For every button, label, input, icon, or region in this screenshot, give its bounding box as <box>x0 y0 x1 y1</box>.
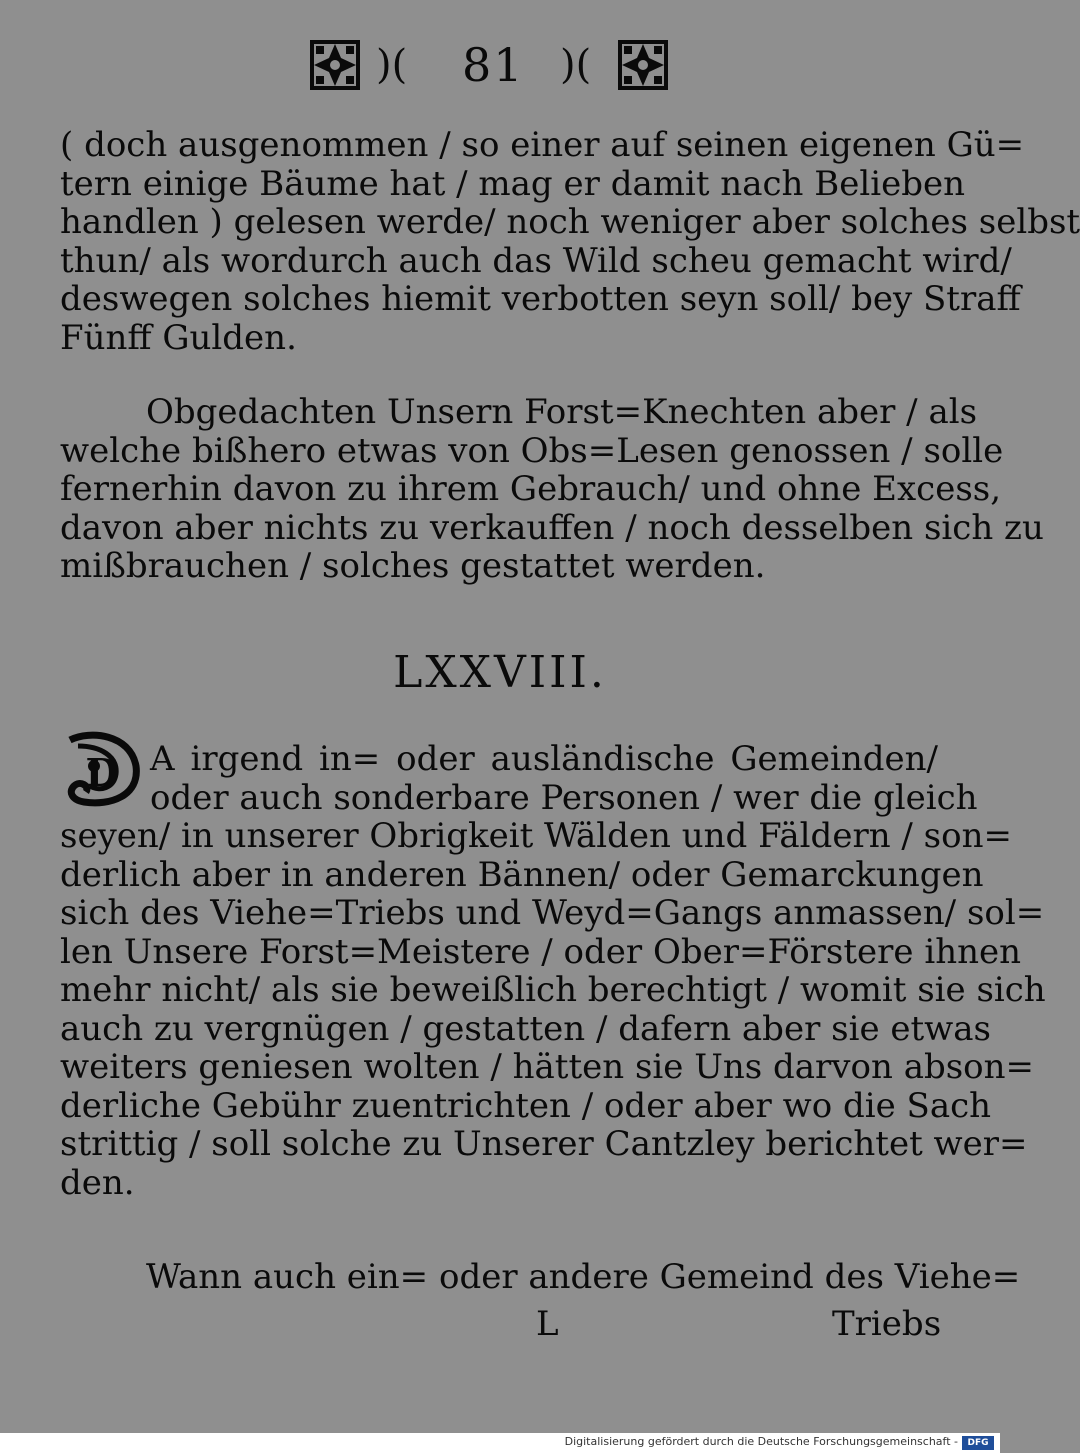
text-line: oder auch sonderbare Personen / wer die gleich <box>150 777 978 818</box>
text-line: tern einige Bäume hat / mag er damit nach Belieben <box>60 163 965 204</box>
text-line: deswegen solches hiemit verbotten seyn soll/ bey Straff <box>60 279 1021 319</box>
paragraph-2 <box>60 392 1044 586</box>
ornament-icon-right <box>616 38 670 92</box>
section-heading: LXXVIII. <box>393 647 607 698</box>
text-line: seyen/ in unserer Obrigkeit Wälden und Fäldern / son= <box>60 816 1012 856</box>
text-line: mehr nicht/ als sie beweißlich berechtigt / womit sie sich <box>60 970 1046 1010</box>
text-line: Obgedachten Unsern Forst=Knechten aber / als <box>146 392 978 432</box>
ornament-icon-left <box>308 38 362 92</box>
text-line: sich des Viehe=Triebs und Weyd=Gangs anmassen/ sol= <box>60 893 1045 933</box>
catchword: Triebs <box>832 1304 942 1344</box>
text-line: thun/ als wordurch auch das Wild scheu gemacht wird/ <box>60 240 1012 281</box>
page-header <box>0 38 1000 108</box>
text-line: ( doch ausgenommen / so einer auf seinen eigenen Gü= <box>60 125 1025 165</box>
page-number: 81 <box>462 38 525 92</box>
digitization-footer <box>0 1433 1000 1453</box>
header-bracket-left: )( <box>376 42 408 88</box>
text-line: weiters geniesen wolten / hätten sie Uns darvon abson= <box>60 1047 1035 1087</box>
text-line: handlen ) gelesen werde/ noch weniger aber solches selbst <box>60 202 1080 242</box>
text-line: len Unsere Forst=Meistere / oder Ober=Förstere ihnen <box>60 931 1022 972</box>
text-line: derliche Gebühr zuentrichten / oder aber wo die Sach <box>60 1085 992 1126</box>
dropcap-letter: D <box>85 750 119 795</box>
text-line: welche bißhero etwas von Obs=Lesen genossen / solle <box>60 430 1004 471</box>
text-line: den. <box>60 1162 135 1203</box>
header-bracket-right: )( <box>560 42 592 88</box>
text-line: strittig / soll solche zu Unserer Cantzley berichtet wer= <box>60 1124 1028 1164</box>
text-line: mißbrauchen / solches gestattet werden. <box>60 546 766 586</box>
text-line: Wann auch ein= oder andere Gemeind des Viehe= <box>146 1257 1021 1297</box>
dfg-logo: DFG <box>962 1436 994 1450</box>
text-line: Fünff Gulden. <box>60 317 297 358</box>
text-line: auch zu vergnügen / gestatten / dafern aber sie etwas <box>60 1008 991 1049</box>
paragraph-3 <box>60 739 1046 1203</box>
text-line: fernerhin davon zu ihrem Gebrauch/ und ohne Excess, <box>60 469 1002 509</box>
paragraph-1 <box>60 125 1080 358</box>
text-line: derlich aber in anderen Bännen/ oder Gemarckungen <box>60 854 984 895</box>
signature-mark: L <box>536 1304 559 1344</box>
text-line: davon aber nichts zu verkauffen / noch desselben sich zu <box>60 507 1044 548</box>
paragraph-4 <box>60 1257 1021 1297</box>
text-line: A irgend in= oder ausländische Gemeinden/ <box>150 739 938 779</box>
funding-credit: Digitalisierung gefördert durch die Deutsche Forschungsgemeinschaft - <box>564 1435 958 1448</box>
